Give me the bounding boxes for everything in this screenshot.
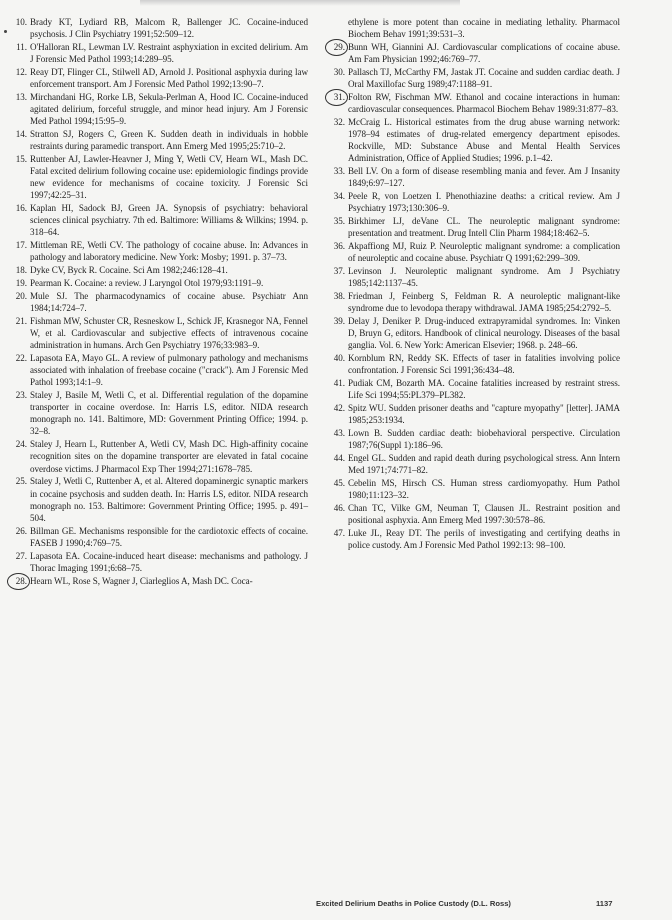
- reference-text: Kornblum RN, Reddy SK. Effects of taser in fatalities involving police confrontation. J Forensic Sci 1991;36:434–48.: [348, 353, 620, 376]
- reference-text: Mittleman RE, Wetli CV. The pathology of cocaine abuse. In: Advances in pathology and laboratory medicine. New York: Mosby; 1991. p. 37–73.: [30, 240, 308, 263]
- reference-text: Peele R, von Loetzen I. Phenothiazine deaths: a critical review. Am J Psychiatry 1973;130:306–9.: [348, 191, 620, 214]
- reference-number: 46.: [333, 503, 345, 513]
- reference-item: [10, 16, 308, 40]
- reference-number: 22.: [15, 353, 27, 364]
- reference-number: 44.: [333, 453, 345, 464]
- reference-text: Bunn WH, Giannini AJ. Cardiovascular complications of cocaine abuse. Am Fam Physician 1992;46:769–77.: [348, 41, 620, 65]
- reference-text: Bell LV. On a form of disease resembling mania and fever. Am J Insanity 1849;6:97–127.: [348, 166, 620, 189]
- reference-text: Luke JL, Reay DT. The perils of investigating and certifying deaths in police custody. Am J Forensic Med Pathol 1992:13: 98–100.: [348, 527, 620, 551]
- reference-column-left: [10, 16, 308, 587]
- reference-item: [328, 402, 620, 426]
- reference-number: 35.: [333, 216, 345, 227]
- reference-text: Staley J, Basile M, Wetli C, et al. Differential regulation of the dopamine transporter in cocaine overdose. In: Harris LS, editor. NIDA research monograph no. 141. Baltimore, MD: Government Printing Office; 1994. p. 32–8.: [30, 390, 308, 437]
- reference-text: Pallasch TJ, McCarthy FM, Jastak JT. Cocaine and sudden cardiac death. J Oral Maxillofac Surg 1989;47:1188–91.: [348, 66, 620, 90]
- reference-number: 20.: [15, 291, 27, 302]
- reference-text: Mule SJ. The pharmacodynamics of cocaine abuse. Psychiatr Ann 1984;14:724–7.: [30, 291, 308, 314]
- reference-number: 24.: [15, 439, 27, 450]
- reference-text: Levinson J. Neuroleptic malignant syndrome. Am J Psychiatry 1985;142:1137–45.: [348, 266, 620, 289]
- reference-text: Lapasota EA, Mayo GL. A review of pulmonary pathology and mechanisms associated with inhalation of freebase cocaine ("crack"). Am J Forensic Med Pathol 1993;14:1–9.: [30, 353, 308, 388]
- reference-text: Engel GL. Sudden and rapid death during psychological stress. Ann Intern Med 1971;74:771–82.: [348, 453, 620, 476]
- reference-number: 10.: [15, 17, 27, 27]
- reference-item: [328, 240, 620, 264]
- reference-item: [328, 116, 620, 164]
- reference-item: [10, 91, 308, 127]
- reference-number: 33.: [333, 166, 345, 177]
- reference-number: 31.: [328, 91, 345, 103]
- reference-text: Lown B. Sudden cardiac death: biobehavioral perspective. Circulation 1987;76(Suppl 1):186–96.: [348, 428, 620, 451]
- reference-item: [328, 477, 620, 501]
- reference-number: 11.: [16, 41, 27, 52]
- reference-text: Cebelin MS, Hirsch CS. Human stress cardiomyopathy. Hum Pathol 1980;11:123–32.: [348, 478, 620, 501]
- reference-number: 30.: [333, 66, 345, 77]
- reference-number: 23.: [15, 390, 27, 401]
- page-number: 1137: [596, 899, 613, 908]
- reference-text: Staley J, Wetli C, Ruttenber A, et al. Altered dopaminergic synaptic markers in cocaine psychosis and sudden death. In: Harris LS, editor. NIDA research monograph no. 153. Baltimore: Government Printing Office; 1995. p. 491–504.: [30, 476, 308, 523]
- reference-text: Dyke CV, Byck R. Cocaine. Sci Am 1982;246:128–41.: [30, 265, 228, 276]
- reference-item: [10, 202, 308, 238]
- reference-text: Lapasota EA. Cocaine-induced heart disease: mechanisms and pathology. J Thorac Imaging 1991;6:68–75.: [30, 550, 308, 573]
- reference-number: 43.: [333, 428, 345, 439]
- reference-item: [10, 525, 308, 549]
- reference-text: Hearn WL, Rose S, Wagner J, Ciarleglios A, Mash DC. Coca-: [30, 575, 253, 586]
- reference-number: 12.: [15, 66, 27, 77]
- reference-item: [10, 352, 308, 388]
- reference-item: [328, 41, 620, 65]
- reference-text: Ruttenber AJ, Lawler-Heavner J, Ming Y, Wetli CV, Hearn WL, Mash DC. Fatal excited delirium following cocaine use: epidemiologic findings provide new evidence for mechanisms of cocaine toxicity. J Forensic Sci 1997;42:25–31.: [30, 154, 308, 201]
- reference-text: Reay DT, Flinger CL, Stilwell AD, Arnold J. Positional asphyxia during law enforcement transport. Am J Forensic Med Pathol 1992;13:90–7.: [30, 66, 308, 90]
- reference-text: McCraig L. Historical estimates from the drug abuse warning network: 1978–94 estimates of drug-related emergency department episodes. Rockville, MD: Substance Abuse and Mental Health Services Administration, Office of Applied Studies; 1996. p.1–42.: [348, 116, 620, 164]
- reference-item: [328, 427, 620, 451]
- reference-number: 26.: [15, 525, 27, 536]
- reference-item: [328, 527, 620, 551]
- reference-number: 29.: [328, 41, 345, 53]
- reference-continuation: ethylene is more potent than cocaine in mediating lethality. Pharmacol Biochem Behav 1991;39:531–3.: [348, 17, 620, 40]
- reference-number: 42.: [333, 403, 345, 414]
- reference-item: [10, 128, 308, 152]
- reference-number: 28.: [10, 575, 27, 587]
- running-title: Excited Delirium Deaths in Police Custody (D.L. Ross): [316, 899, 511, 908]
- reference-item: [10, 264, 308, 276]
- reference-text: O'Halloran RL, Lewman LV. Restraint asphyxiation in excited delirium. Am J Forensic Med Pathol 1993;14:289–95.: [30, 41, 308, 65]
- reference-item: [10, 550, 308, 574]
- reference-number: 21.: [15, 316, 27, 327]
- reference-number: 38.: [333, 291, 345, 302]
- reference-number: 39.: [333, 316, 345, 327]
- reference-item: [10, 41, 308, 65]
- reference-text: Stratton SJ, Rogers C, Green K. Sudden death in individuals in hobble restraints during paramedic transport. Ann Emerg Med 1995;25:710–2.: [30, 129, 308, 152]
- reference-item: [10, 389, 308, 437]
- reference-text: Staley J, Hearn L, Ruttenber A, Wetli CV, Mash DC. High-affinity cocaine recognition sites on the dopamine transporter are elevated in fatal cocaine overdose victims. J Pharmacol Exp Ther 1994;271:1678–785.: [30, 439, 308, 474]
- reference-item: [10, 277, 308, 289]
- reference-column-right: [328, 16, 620, 552]
- reference-text: Billman GE. Mechanisms responsible for the cardiotoxic effects of cocaine. FASEB J 1990;4:769–75.: [30, 525, 308, 548]
- reference-item: [10, 153, 308, 201]
- reference-text: Brady KT, Lydiard RB, Malcom R, Ballenger JC. Cocaine-induced psychosis. J Clin Psychiatry 1991;52:509–12.: [30, 17, 308, 40]
- reference-number: 19.: [15, 278, 27, 289]
- margin-mark: [4, 30, 7, 33]
- reference-item: [328, 452, 620, 476]
- reference-item: [10, 475, 308, 523]
- reference-number: 17.: [15, 240, 27, 251]
- reference-text: Mirchandani HG, Rorke LB, Sekula-Perlman A, Hood IC. Cocaine-induced agitated delirium, forceful struggle, and minor head injury. Am J Forensic Med Pathol 1994;15:95–9.: [30, 91, 308, 127]
- reference-text: Fishman MW, Schuster CR, Resneskow L, Schick JF, Krasnegor NA, Fennel W, et al. Cardiovascular and subjective effects of intravenous cocaine administration in humans. Arch Gen Psychiatry 1976;33:983–9.: [30, 316, 308, 351]
- reference-item: [328, 377, 620, 401]
- reference-text: Akpaffiong MJ, Ruiz P. Neuroleptic malignant syndrome: a complication of neuroleptic and cocaine abuse. Psychiatr Q 1991;62:299–309.: [348, 241, 620, 264]
- reference-item: [328, 352, 620, 376]
- reference-text: Friedman J, Feinberg S, Feldman R. A neuroleptic malignant-like syndrome due to levodopa therapy withdrawal. JAMA 1985;254:2792–5.: [348, 291, 620, 314]
- reference-number: 13.: [15, 91, 27, 102]
- reference-text: Delay J, Deniker P. Drug-induced extrapyramidal syndromes. In: Vinken D, Bruyn G, editors. Handbook of clinical neurology. Diseases of the basal ganglia. Vol. 6. New York: American Elsevier; 1968. p. 248–66.: [348, 316, 620, 351]
- reference-number: 16.: [15, 203, 27, 214]
- reference-item: [328, 66, 620, 90]
- reference-text: Spitz WU. Sudden prisoner deaths and "capture myopathy" [letter]. JAMA 1985;253:1934.: [348, 403, 620, 426]
- reference-text: Pudiak CM, Bozarth MA. Cocaine fatalities increased by restraint stress. Life Sci 1994;55:PL379–PL382.: [348, 378, 620, 401]
- scan-shadow: [140, 0, 460, 6]
- reference-number: 25.: [15, 476, 27, 487]
- reference-item: [328, 165, 620, 189]
- reference-number: 32.: [333, 116, 345, 127]
- reference-item: [328, 215, 620, 239]
- reference-text: Folton RW, Fischman MW. Ethanol and cocaine interactions in human: cardiovascular consequences. Pharmacol Biochem Behav 1989:31:877–83.: [348, 91, 620, 115]
- reference-number: 37.: [333, 266, 345, 277]
- reference-item: [10, 290, 308, 314]
- reference-item: [10, 239, 308, 263]
- reference-number: 15.: [15, 154, 27, 165]
- reference-item: [328, 91, 620, 115]
- reference-number: 41.: [333, 378, 345, 389]
- reference-item: [328, 290, 620, 314]
- reference-item: [328, 190, 620, 214]
- reference-item: [10, 66, 308, 90]
- reference-text: Birkhimer LJ, deVane CL. The neuroleptic malignant syndrome: presentation and treatment. Drug Intell Clin Pharm 1984;18:462–5.: [348, 216, 620, 239]
- reference-number: 18.: [15, 265, 27, 276]
- reference-number: 27.: [15, 550, 27, 561]
- reference-text: Kaplan HI, Sadock BJ, Green JA. Synopsis of psychiatry: behavioral sciences clinical psychiatry. 7th ed. Baltimore: Williams & Wilkins; 1994. p. 318–64.: [30, 203, 308, 238]
- reference-text: Pearman K. Cocaine: a review. J Laryngol Otol 1979;93:1191–9.: [30, 278, 264, 289]
- reference-item: [328, 315, 620, 351]
- reference-number: 45.: [333, 478, 345, 489]
- reference-text: Chan TC, Vilke GM, Neuman T, Clausen JL. Restraint position and positional asphyxia. Ann Emerg Med 1997:30:578–86.: [348, 503, 620, 526]
- reference-item: [10, 575, 308, 587]
- reference-item: [328, 502, 620, 526]
- reference-number: 34.: [333, 191, 345, 202]
- reference-number: 36.: [333, 241, 345, 252]
- reference-item: [328, 265, 620, 289]
- reference-number: 40.: [333, 353, 345, 364]
- reference-number: 14.: [15, 129, 27, 140]
- reference-number: 47.: [333, 527, 345, 538]
- reference-item: [10, 315, 308, 351]
- reference-item: [10, 438, 308, 474]
